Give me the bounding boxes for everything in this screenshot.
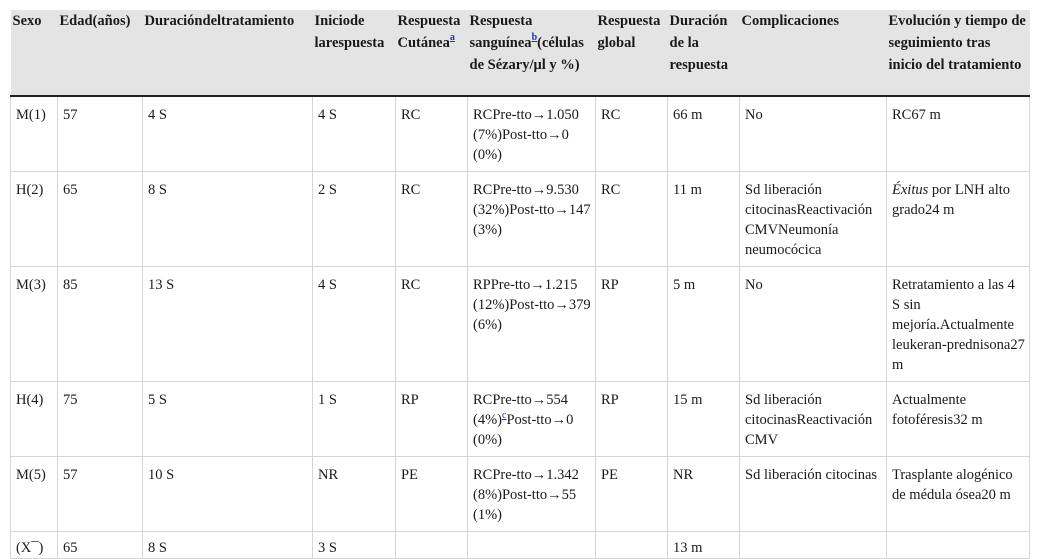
cell-duracion-respuesta: 5 m xyxy=(668,267,740,382)
cell-cutanea: RP xyxy=(396,382,468,457)
table-body xyxy=(11,96,1030,559)
cell-duracion: 8 S xyxy=(143,532,313,559)
cell-evolucion: Trasplante alogénico de médula ósea20 m xyxy=(887,457,1030,532)
cell-evolucion: Actualmente fotoféresis32 m xyxy=(887,382,1030,457)
cell-sexo: H(4) xyxy=(11,382,58,457)
header-respuesta-global: Respuesta global xyxy=(596,10,668,96)
table-row xyxy=(11,382,1030,457)
header-respuesta-sanguinea-units: (células de Sézary/μl y %) xyxy=(469,35,584,73)
results-table xyxy=(10,10,1030,559)
cell-sanguinea: RCPre-tto→9.530 (32%)Post-tto→147 (3%) xyxy=(468,172,596,267)
cell-inicio: 1 S xyxy=(313,382,396,457)
cell-duracion: 8 S xyxy=(143,172,313,267)
cell-evolucion xyxy=(887,532,1030,559)
cell-complicaciones: Sd liberación citocinasReactivación CMVNeumonía neumocócica xyxy=(740,172,887,267)
header-respuesta-sanguinea-label: Respuesta sanguínea xyxy=(469,13,533,51)
cell-cutanea: PE xyxy=(396,457,468,532)
cell-cutanea: RC xyxy=(396,96,468,172)
cell-duracion-respuesta: NR xyxy=(668,457,740,532)
header-evolucion: Evolución y tiempo de seguimiento tras inicio del tratamiento xyxy=(887,10,1030,96)
table-row xyxy=(11,96,1030,172)
cell-duracion: 4 S xyxy=(143,96,313,172)
cell-inicio: 4 S xyxy=(313,96,396,172)
header-duracion-respuesta: Duración de la respuesta xyxy=(668,10,740,96)
cell-global: PE xyxy=(596,457,668,532)
cell-cutanea: RC xyxy=(396,172,468,267)
cell-evolucion: Retratamiento a las 4 S sin mejoría.Actualmente leukeran-prednisona27 m xyxy=(887,267,1030,382)
cell-duracion-respuesta: 15 m xyxy=(668,382,740,457)
header-respuesta-cutanea xyxy=(396,10,468,96)
header-duracion-tratamiento: Duracióndeltratamiento xyxy=(143,10,313,96)
cell-edad: 65 xyxy=(58,532,143,559)
cell-inicio: 4 S xyxy=(313,267,396,382)
cell-sanguinea: RPPre-tto→1.215 (12%)Post-tto→379 (6%) xyxy=(468,267,596,382)
cell-complicaciones: No xyxy=(740,267,887,382)
cell-duracion-respuesta: 13 m xyxy=(668,532,740,559)
sanguinea-pre-text: RCPre-tto→554 (4%) xyxy=(473,392,569,428)
cell-edad: 85 xyxy=(58,267,143,382)
header-inicio-respuesta: Iniciode larespuesta xyxy=(313,10,396,96)
cell-edad: 57 xyxy=(58,96,143,172)
cell-sanguinea: RCPre-tto→1.050 (7%)Post-tto→0 (0%) xyxy=(468,96,596,172)
cell-inicio: 3 S xyxy=(313,532,396,559)
cell-edad: 75 xyxy=(58,382,143,457)
footnote-b-link[interactable]: b xyxy=(531,32,538,43)
cell-global xyxy=(596,532,668,559)
table-header xyxy=(11,10,1030,96)
cell-duracion: 5 S xyxy=(143,382,313,457)
cell-cutanea: RC xyxy=(396,267,468,382)
cell-global: RC xyxy=(596,96,668,172)
table-row-mean xyxy=(11,532,1030,559)
header-complicaciones: Complicaciones xyxy=(740,10,887,96)
cell-evolucion xyxy=(887,172,1030,267)
cell-duracion-respuesta: 11 m xyxy=(668,172,740,267)
cell-evolucion: RC67 m xyxy=(887,96,1030,172)
table-row xyxy=(11,267,1030,382)
exitus-text: Éxitus xyxy=(892,182,929,198)
cell-duracion: 10 S xyxy=(143,457,313,532)
cell-sexo: (X¯) xyxy=(11,532,58,559)
sanguinea-post-text: Post-tto→0 (0%) xyxy=(473,412,574,448)
cell-complicaciones: Sd liberación citocinasReactivación CMV xyxy=(740,382,887,457)
cell-inicio: NR xyxy=(313,457,396,532)
header-respuesta-sanguinea xyxy=(468,10,596,96)
cell-duracion: 13 S xyxy=(143,267,313,382)
cell-sexo: M(5) xyxy=(11,457,58,532)
footnote-c-link[interactable]: c xyxy=(502,410,507,421)
cell-complicaciones: No xyxy=(740,96,887,172)
header-edad: Edad(años) xyxy=(58,10,143,96)
cell-duracion-respuesta: 66 m xyxy=(668,96,740,172)
cell-global: RP xyxy=(596,267,668,382)
cell-sexo: M(3) xyxy=(11,267,58,382)
table-row xyxy=(11,172,1030,267)
evolucion-text: por LNH alto grado24 m xyxy=(892,182,1010,218)
table-row xyxy=(11,457,1030,532)
header-respuesta-cutanea-label: Respuesta Cutánea xyxy=(397,13,461,51)
cell-edad: 65 xyxy=(58,172,143,267)
cell-sanguinea: RCPre-tto→1.342 (8%)Post-tto→55 (1%) xyxy=(468,457,596,532)
results-table-container xyxy=(10,10,1029,559)
cell-complicaciones: Sd liberación citocinas xyxy=(740,457,887,532)
cell-global: RP xyxy=(596,382,668,457)
cell-sanguinea xyxy=(468,532,596,559)
footnote-a-link[interactable]: a xyxy=(449,32,455,43)
header-sexo: Sexo xyxy=(11,10,58,96)
cell-edad: 57 xyxy=(58,457,143,532)
cell-complicaciones xyxy=(740,532,887,559)
cell-sexo: M(1) xyxy=(11,96,58,172)
cell-sexo: H(2) xyxy=(11,172,58,267)
cell-cutanea xyxy=(396,532,468,559)
cell-global: RC xyxy=(596,172,668,267)
cell-inicio: 2 S xyxy=(313,172,396,267)
cell-sanguinea xyxy=(468,382,596,457)
